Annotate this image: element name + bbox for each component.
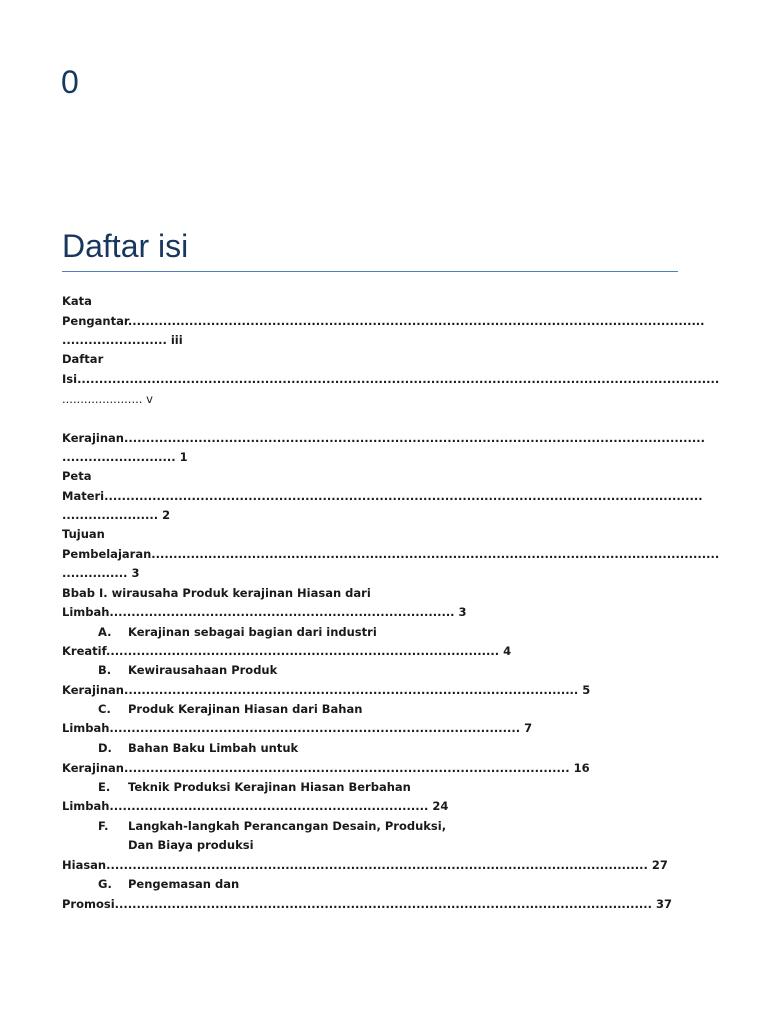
toc-line xyxy=(98,661,277,679)
toc-line-text: Langkah-langkah Perancangan Desain, Produksi, xyxy=(128,819,447,833)
toc-line: .......................... 1 xyxy=(62,450,188,464)
toc-line: Limbah.............................................................................................. 7 xyxy=(62,721,533,735)
toc-line: Pembelajaran.................................................................................................................................. xyxy=(62,547,720,561)
page-number: 0 xyxy=(61,64,79,100)
toc-line: ...................... 2 xyxy=(62,508,171,522)
toc-line: Kreatif.......................................................................................... 4 xyxy=(62,644,512,658)
toc-line xyxy=(98,817,446,835)
toc-line xyxy=(98,700,362,718)
item-marker: A. xyxy=(98,625,112,639)
toc-line: Daftar xyxy=(62,352,104,366)
toc-line: Promosi........................................................................................................................... 37 xyxy=(62,897,673,911)
toc-line-text: Kerajinan sebagai bagian dari industri xyxy=(128,625,377,639)
toc-line xyxy=(98,739,298,757)
item-marker: D. xyxy=(98,741,112,755)
toc-line xyxy=(98,623,377,641)
item-marker: C. xyxy=(98,702,111,716)
toc-line: Peta xyxy=(62,469,92,483)
toc-line: Kerajinan........................................................................................................ 5 xyxy=(62,683,591,697)
heading-rule xyxy=(62,271,678,272)
toc-line: Tujuan xyxy=(62,527,105,541)
toc-line: Dan Biaya produksi xyxy=(128,838,254,852)
toc-line: Materi......................................................................................................................................... xyxy=(62,489,703,503)
toc-line: ........................ iii xyxy=(62,333,183,347)
toc-line xyxy=(98,778,411,796)
toc-line: Kata xyxy=(62,294,92,308)
toc-line-text: Pengemasan dan xyxy=(128,877,240,891)
toc-line: Pengantar.................................................................................................................................... xyxy=(62,314,705,328)
toc-line: Limbah............................................................................... 3 xyxy=(62,605,467,619)
toc-line xyxy=(98,875,239,893)
toc-line-text: Bahan Baku Limbah untuk xyxy=(128,741,299,755)
toc-heading: Daftar isi xyxy=(62,228,189,264)
toc-line-text: Teknik Produksi Kerajinan Hiasan Berbahan xyxy=(128,780,411,794)
toc-line-text: Produk Kerajinan Hiasan dari Bahan xyxy=(128,702,363,716)
toc-line: Limbah......................................................................... 24 xyxy=(62,799,449,813)
toc-line: Bbab I. wirausaha Produk kerajinan Hiasan dari xyxy=(62,586,371,600)
item-marker: E. xyxy=(98,780,111,794)
toc-line-text: Kewirausahaan Produk xyxy=(128,663,278,677)
item-marker: G. xyxy=(98,877,112,891)
toc-line: Hiasan............................................................................................................................ 27 xyxy=(62,858,668,872)
item-marker: F. xyxy=(98,819,109,833)
toc-line: Kerajinan...................................................................................................... 16 xyxy=(62,761,590,775)
toc-line: ...................... v xyxy=(62,392,153,406)
toc-line: ............... 3 xyxy=(62,566,140,580)
toc-line: Kerajinan..................................................................................................................................... xyxy=(62,431,705,445)
item-marker: B. xyxy=(98,663,112,677)
toc-line: Isi................................................................................................................................................... xyxy=(62,372,720,386)
